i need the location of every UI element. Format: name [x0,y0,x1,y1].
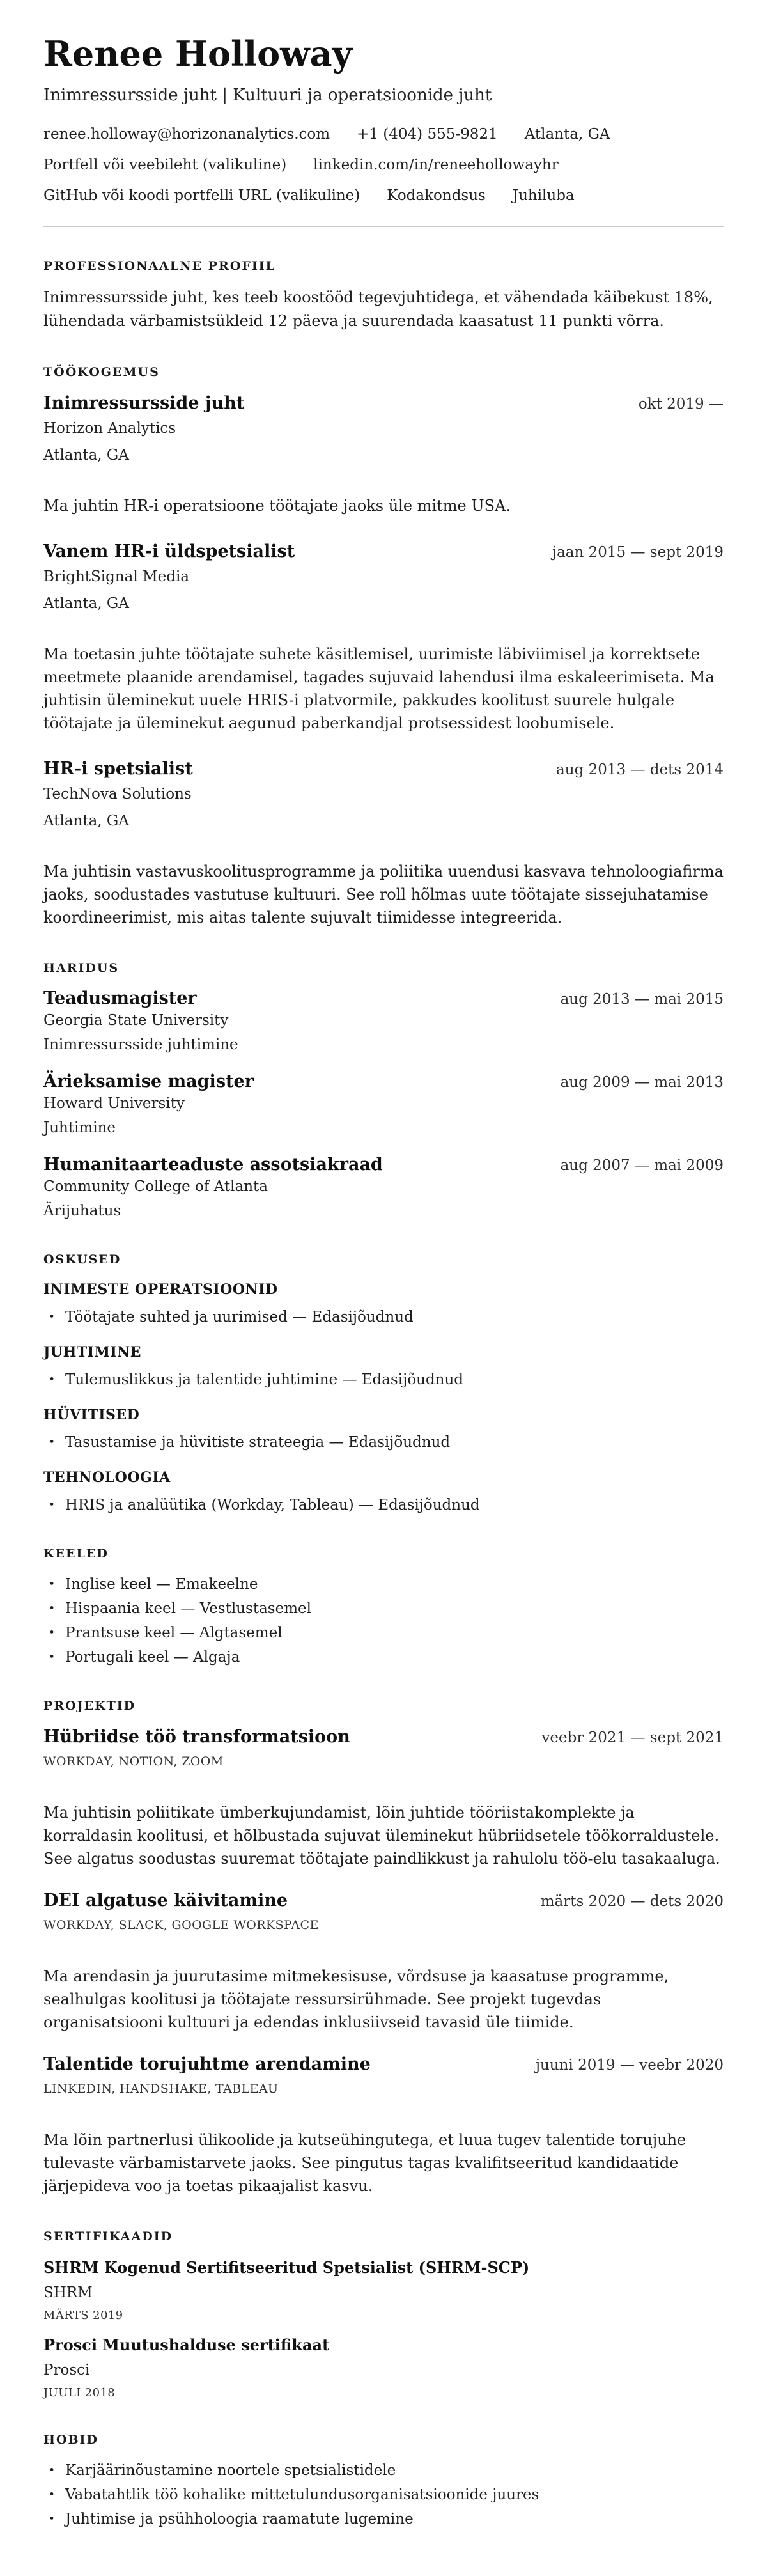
contact-row-2 [43,155,724,175]
section-languages [43,1545,724,1667]
skill-category-name: TEHNOLOOGIA [43,1469,171,1486]
profile-heading: PROFESSIONAALNE PROFIIL [43,258,275,273]
certification-issuer: SHRM [43,2284,93,2301]
section-skills [43,1251,724,1515]
certification-entry [43,2258,724,2323]
project-entry [43,1889,724,2034]
language-list [43,1575,724,1667]
project-title: DEI algatuse käivitamine [43,1890,288,1910]
bullet-icon: • [49,1602,56,1615]
candidate-name: Renee Holloway [43,33,352,74]
profile-text: Inimressursside juht, kes teeb koostööd tegevjuhtidega, et vähendada käibekust 18%, lühendada värbamistsükleid 12 päeva ja suurendada kaasatust 11 punkti võrra. [43,288,713,330]
job-title: Vanem HR-i üldspetsialist [43,541,295,561]
bullet-icon: • [49,2463,56,2477]
project-title: Talentide torujuhtme arendamine [43,2054,371,2074]
contact-github: GitHub või koodi portfelli URL (valikuline) [43,187,360,204]
project-entry [43,1726,724,1870]
education-entry [43,1154,724,1221]
skill-category [43,1469,724,1515]
project-description: Ma juhtisin poliitikate ümberkujundamist, lõin juhtide tööriistakomplekte ja korraldasin koolitusi, et hõlbustada sujuvat üleminekut hübriidsetele töökorraldustele. See algatus soodustas suuremat töötajate paindlikkust ja rahulolu töö-elu tasakaaluga. [43,1803,720,1868]
projects-heading: PROJEKTID [43,1698,136,1713]
education-entry-head [43,1154,724,1176]
contact-row-1 [43,125,724,144]
degree-school: Community College of Atlanta [43,1178,268,1195]
language-item-text: Prantsuse keel — Algtasemel [65,1624,283,1641]
certification-title: SHRM Kogenud Sertifitseeritud Spetsialist (SHRM-SCP) [43,2258,530,2277]
project-entry-head [43,2053,724,2076]
skill-category [43,1406,724,1452]
hobby-item [43,2510,724,2529]
skill-item [43,1370,724,1389]
bullet-icon: • [49,2488,56,2501]
language-item-text: Inglise keel — Emakeelne [65,1575,258,1593]
degree-school: Howard University [43,1095,185,1112]
certification-date: JUULI 2018 [43,2385,116,2400]
hobby-item-text: Juhtimise ja psühholoogia raamatute lugemine [65,2510,414,2527]
contact-location: Atlanta, GA [524,125,610,143]
certification-date: MÄRTS 2019 [43,2308,123,2322]
language-item [43,1599,724,1618]
section-projects [43,1698,724,2197]
contact-phone: +1 (404) 555-9821 [357,125,498,143]
section-education [43,960,724,1221]
job-title: Inimressursside juht [43,393,245,413]
job-entry [43,392,724,517]
job-entry [43,758,724,929]
job-company: BrightSignal Media [43,568,190,585]
hobby-item-text: Karjäärinõustamine noortele spetsialistidele [65,2462,396,2479]
contact-portfolio: Portfell või veebileht (valikuline) [43,156,287,173]
job-entry-head [43,758,724,781]
project-entry-head [43,1726,724,1749]
section-certifications [43,2228,724,2401]
hobby-item-text: Vabatahtlik töö kohalike mittetulundusorganisatsioonide juures [65,2486,539,2503]
skill-item-text: Tasustamise ja hüvitiste strateegia — Edasijõudnud [65,1433,451,1451]
certification-entry [43,2335,724,2401]
job-company: TechNova Solutions [43,785,192,802]
degree-dates: aug 2009 — mai 2013 [560,1073,724,1091]
skill-item [43,1433,724,1452]
job-description: Ma juhtisin vastavuskoolitusprogramme ja poliitika uuendusi kasvava tehnoloogiafirma jaoks, soodustades vastutuse kultuuri. See roll hõlmas uute töötajate sissejuhatamise koordineerimist, mis aitas talente sujuvalt tiimidesse integreerida. [43,862,724,926]
language-item-text: Portugali keel — Algaja [65,1648,240,1666]
degree-dates: aug 2013 — mai 2015 [560,990,724,1008]
skill-list [43,1433,724,1452]
job-entry-head [43,392,724,415]
section-profile [43,258,724,333]
candidate-headline: Inimressursside juht | Kultuuri ja operatsioonide juht [43,85,492,105]
project-entry-head [43,1889,724,1912]
section-experience [43,364,724,929]
degree-dates: aug 2007 — mai 2009 [560,1157,724,1174]
job-company: Horizon Analytics [43,419,176,437]
project-description: Ma arendasin ja juurutasime mitmekesisuse, võrdsuse ja kaasatuse programme, sealhulgas koolitusi ja töötajate ressursirühmade. See projekt tugevdas organisatsiooni kultuuri ja edendas inklusiivseid tavasid üle tiimide. [43,1967,669,2031]
bullet-icon: • [49,1373,56,1386]
project-description: Ma lõin partnerlusi ülikoolide ja kutseühingutega, et luua tugev talentide torujuhe tulevaste värbamistarvete jaoks. See pingutus tagas kvalifitseeritud kandidaatide järjepideva voo ja toetas pikaajalist kasvu. [43,2130,686,2195]
skill-list [43,1495,724,1515]
job-title: HR-i spetsialist [43,758,193,779]
project-tools: WORKDAY, SLACK, GOOGLE WORKSPACE [43,1917,319,1932]
project-entry [43,2053,724,2197]
certifications-heading: SERTIFIKAADID [43,2229,173,2244]
bullet-icon: • [49,1626,56,1639]
skill-item-text: Tulemuslikkus ja talentide juhtimine — Edasijõudnud [65,1371,464,1388]
language-item [43,1648,724,1667]
languages-heading: KEELED [43,1546,109,1561]
degree-school: Georgia State University [43,1011,229,1029]
project-title: Hübriidse töö transformatsioon [43,1726,350,1747]
bullet-icon: • [49,1650,56,1664]
education-heading: HARIDUS [43,960,120,975]
job-entry-head [43,540,724,563]
bullet-icon: • [49,1435,56,1449]
language-item-text: Hispaania keel — Vestlustasemel [65,1600,311,1617]
hobby-item [43,2485,724,2504]
resume-header [43,33,724,227]
skill-list [43,1308,724,1327]
section-hobbies [43,2432,724,2529]
job-location: Atlanta, GA [43,812,129,829]
header-divider [43,226,724,227]
contact-row-3 [43,186,724,205]
project-dates: veebr 2021 — sept 2021 [541,1729,724,1746]
skills-heading: OSKUSED [43,1252,121,1267]
education-entry [43,988,724,1054]
job-location: Atlanta, GA [43,446,129,464]
degree-title: Teadusmagister [43,988,197,1008]
skill-category [43,1281,724,1327]
job-dates: okt 2019 — [638,395,724,412]
skill-item [43,1495,724,1515]
skill-category-name: INIMESTE OPERATSIOONID [43,1281,278,1298]
education-entry-head [43,1071,724,1093]
degree-title: Humanitaarteaduste assotsiakraad [43,1154,383,1175]
job-description: Ma toetasin juhte töötajate suhete käsitlemisel, uurimiste läbiviimisel ja korrektsete meetmete plaanide arendamisel, tagades sujuvaid lahendusi ilma eskaleerimiseta. Ma juhtisin üleminekut uuele HRIS-i platvormile, pakkudes koolitust suurele hulgale töötajate ja üleminekut aegunud paberkandjal protsessidest loobumisele. [43,644,715,732]
degree-field: Ärijuhatus [43,1202,121,1219]
contact-linkedin: linkedin.com/in/reneehollowayhr [313,156,559,173]
project-tools: LINKEDIN, HANDSHAKE, TABLEAU [43,2081,279,2096]
hobbies-heading: HOBID [43,2432,98,2447]
contact-drivers-license: Juhiluba [512,187,575,204]
bullet-icon: • [49,2512,56,2525]
degree-field: Juhtimine [43,1119,116,1136]
skill-category-name: HÜVITISED [43,1406,140,1423]
project-dates: juuni 2019 — veebr 2020 [535,2056,724,2073]
hobby-list [43,2461,724,2529]
certification-issuer: Prosci [43,2361,90,2378]
job-entry [43,540,724,735]
job-dates: jaan 2015 — sept 2019 [552,543,724,561]
language-item [43,1623,724,1643]
skill-item [43,1308,724,1327]
job-description: Ma juhtin HR-i operatsioone töötajate jaoks üle mitme USA. [43,496,511,515]
language-item [43,1575,724,1594]
skill-category-name: JUHTIMINE [43,1343,142,1361]
certification-title: Prosci Muutushalduse sertifikaat [43,2335,330,2354]
degree-title: Ärieksamise magister [43,1071,254,1091]
experience-heading: TÖÖKOGEMUS [43,364,160,379]
skill-item-text: HRIS ja analüütika (Workday, Tableau) — Edasijõudnud [65,1496,480,1513]
job-dates: aug 2013 — dets 2014 [556,761,724,778]
education-entry [43,1071,724,1137]
bullet-icon: • [49,1577,56,1591]
skill-category [43,1343,724,1389]
skill-item-text: Töötajate suhted ja uurimised — Edasijõudnud [65,1308,414,1325]
project-tools: WORKDAY, NOTION, ZOOM [43,1754,224,1768]
project-dates: märts 2020 — dets 2020 [540,1893,724,1910]
job-location: Atlanta, GA [43,595,129,612]
bullet-icon: • [49,1498,56,1511]
bullet-icon: • [49,1310,56,1323]
hobby-item [43,2461,724,2480]
education-entry-head [43,988,724,1010]
degree-field: Inimressursside juhtimine [43,1036,238,1053]
contact-email: renee.holloway@horizonanalytics.com [43,125,330,143]
skill-list [43,1370,724,1389]
contact-citizenship: Kodakondsus [387,187,486,204]
